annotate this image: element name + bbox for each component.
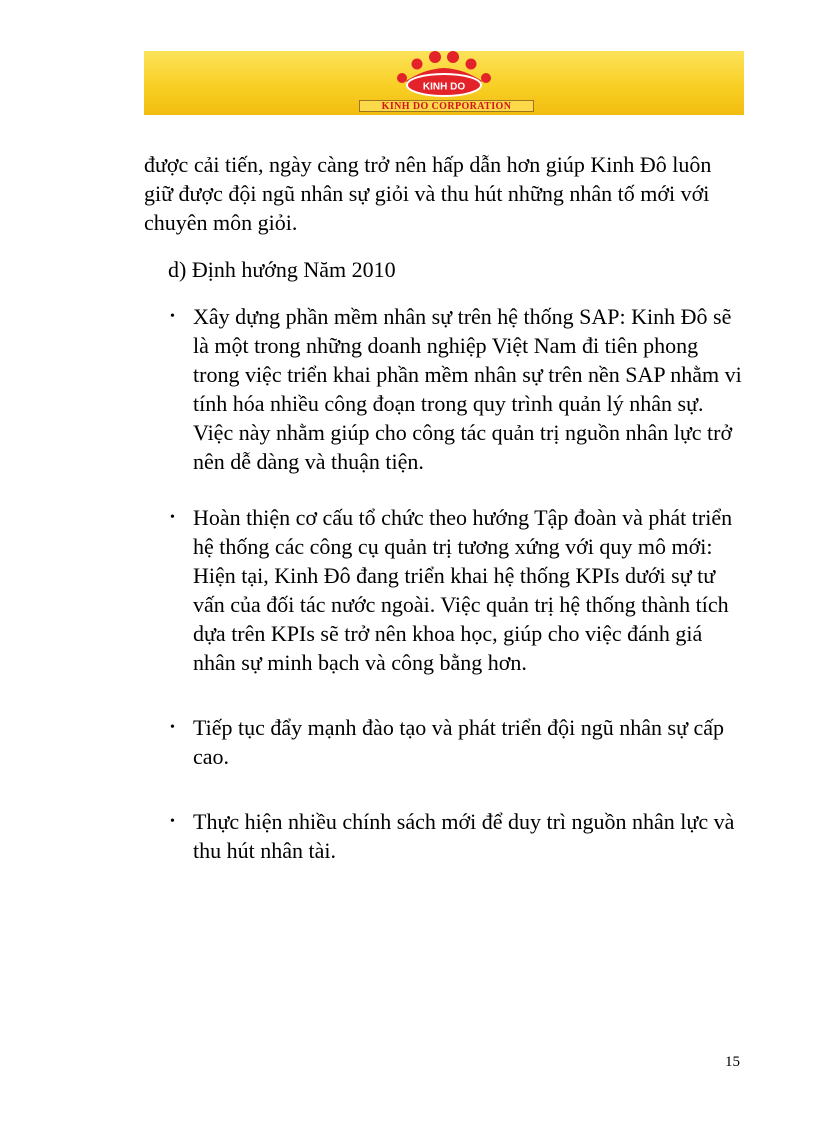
section-heading: d) Định hướng Năm 2010 <box>168 257 396 282</box>
bullet-icon: • <box>170 720 175 735</box>
bullet-icon: • <box>170 309 175 324</box>
list-item <box>144 302 744 476</box>
intro-paragraph: được cải tiến, ngày càng trở nên hấp dẫn hơn giúp Kinh Đô luôn giữ được đội ngũ nhân sự giỏi và thu hút những nhân tố mới với chuyên môn giỏi. <box>144 152 712 235</box>
document-body <box>144 150 744 865</box>
logo-text: KINH DO <box>422 81 466 93</box>
bullet-icon: • <box>170 510 175 525</box>
list-item <box>144 807 744 865</box>
corporation-name: KINH DO CORPORATION <box>359 100 534 112</box>
list-item-text: Hoàn thiện cơ cấu tổ chức theo hướng Tập đoàn và phát triển hệ thống các công cụ quản trị tương xứng với quy mô mới: Hiện tại, Kinh Đô đang triển khai hệ thống KPIs dưới sự tư vấn của đối tác nước ngoài. Việc quản trị hệ thống thành tích dựa trên KPIs sẽ trở nên khoa học, giúp cho việc đánh giá nhân sự minh bạch và công bằng hơn. <box>193 505 733 675</box>
list-item-text: Tiếp tục đẩy mạnh đào tạo và phát triển đội ngũ nhân sự cấp cao. <box>193 715 725 769</box>
list-item-text: Xây dựng phần mềm nhân sự trên hệ thống SAP: Kinh Đô sẽ là một trong những doanh nghiệp Việt Nam đi tiên phong trong việc triển khai phần mềm nhân sự trên nền SAP nhằm vi tính hóa nhiều công đoạn trong quy trình quản lý nhân sự. Việc này nhằm giúp cho công tác quản trị nguồn nhân lực trở nên dễ dàng và thuận tiện. <box>193 304 742 474</box>
list-item-text: Thực hiện nhiều chính sách mới để duy trì nguồn nhân lực và thu hút nhân tài. <box>193 809 735 863</box>
list-item <box>144 713 744 771</box>
header-banner <box>144 51 744 115</box>
list-item <box>144 503 744 677</box>
page-number: 15 <box>725 1054 740 1070</box>
bullet-icon: • <box>170 814 175 829</box>
orientation-list <box>144 302 744 865</box>
